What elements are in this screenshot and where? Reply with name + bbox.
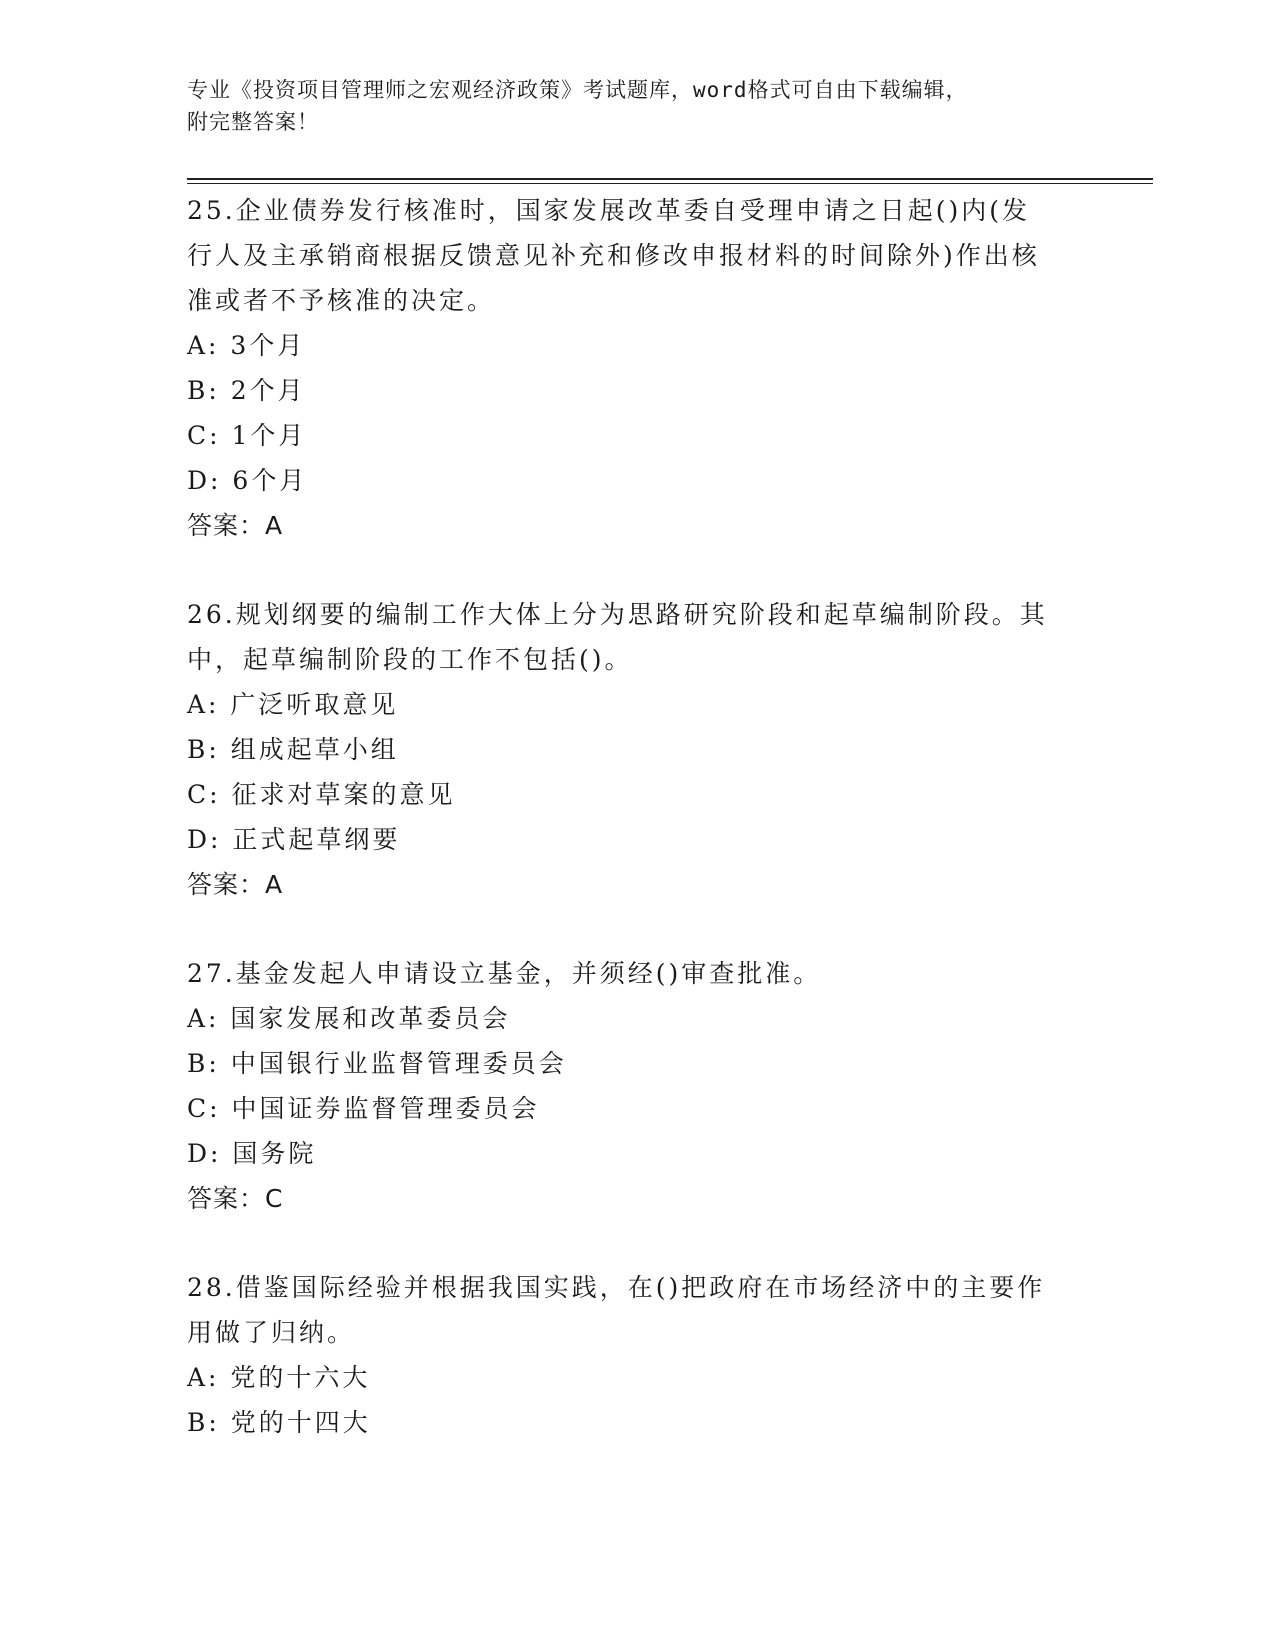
question-stem-line: 行人及主承销商根据反馈意见补充和修改申报材料的时间除外)作出核	[187, 241, 1040, 270]
question-stem-line: 用做了归纳。	[187, 1318, 356, 1347]
question-item	[187, 951, 1087, 1221]
answer-option: A: 国家发展和改革委员会	[187, 1004, 511, 1033]
header-line-2: 附完整答案！	[187, 110, 319, 134]
answer-option: B: 党的十四大	[187, 1408, 371, 1437]
answer-option: A: 3个月	[187, 331, 306, 360]
question-stem-line: 26.规划纲要的编制工作大体上分为思路研究阶段和起草编制阶段。其	[187, 600, 1048, 629]
answer-key: 答案：A	[187, 511, 284, 540]
answer-option: C: 征求对草案的意见	[187, 780, 456, 809]
answer-option: D: 正式起草纲要	[187, 825, 401, 854]
question-list	[187, 188, 1087, 1445]
question-stem-line: 27.基金发起人申请设立基金，并须经()审查批准。	[187, 959, 822, 988]
answer-option: B: 中国银行业监督管理委员会	[187, 1049, 567, 1078]
question-spacer	[187, 907, 1087, 951]
document-header	[187, 74, 1067, 138]
question-stem-line: 中，起草编制阶段的工作不包括()。	[187, 645, 633, 674]
answer-option: A: 广泛听取意见	[187, 690, 399, 719]
header-divider-thick	[187, 178, 1153, 180]
answer-option: D: 6个月	[187, 466, 308, 495]
question-item	[187, 1265, 1087, 1445]
header-line-1: 专业《投资项目管理师之宏观经济政策》考试题库，word格式可自由下载编辑，	[187, 78, 968, 102]
answer-option: B: 2个月	[187, 376, 306, 405]
question-spacer	[187, 548, 1087, 592]
header-divider-thin	[187, 183, 1153, 184]
question-item	[187, 188, 1087, 548]
answer-option: C: 中国证券监督管理委员会	[187, 1094, 540, 1123]
answer-option: D: 国务院	[187, 1139, 317, 1168]
question-spacer	[187, 1221, 1087, 1265]
answer-key: 答案：A	[187, 870, 284, 899]
answer-option: C: 1个月	[187, 421, 307, 450]
question-stem-line: 28.借鉴国际经验并根据我国实践，在()把政府在市场经济中的主要作	[187, 1273, 1046, 1302]
answer-option: A: 党的十六大	[187, 1363, 371, 1392]
question-stem-line: 准或者不予核准的决定。	[187, 286, 496, 315]
answer-option: B: 组成起草小组	[187, 735, 399, 764]
question-item	[187, 592, 1087, 907]
question-stem-line: 25.企业债券发行核准时，国家发展改革委自受理申请之日起()内(发	[187, 196, 1031, 225]
answer-key: 答案：C	[187, 1184, 284, 1213]
